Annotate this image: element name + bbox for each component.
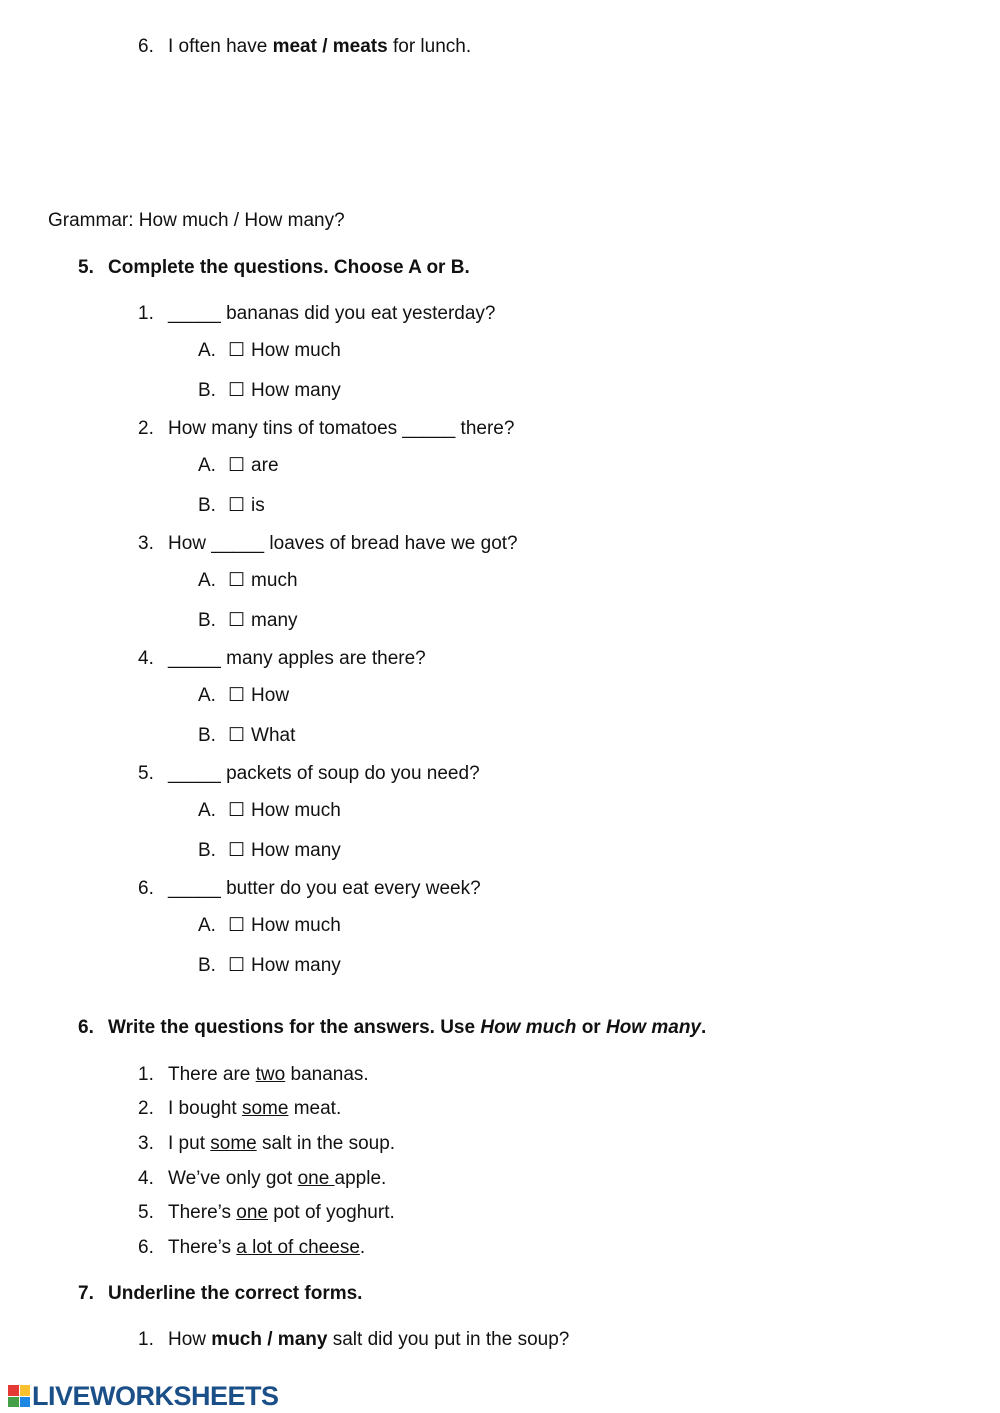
option-text: How much bbox=[251, 340, 341, 361]
checkbox-icon[interactable]: ☐ bbox=[228, 570, 246, 591]
logo-text: LIVEWORKSHEETS bbox=[32, 1381, 279, 1411]
ex6-number: 6. bbox=[78, 1017, 94, 1038]
option-text: How many bbox=[251, 955, 341, 976]
ex5-question-number: 2. bbox=[138, 418, 154, 439]
ex6-item-pre: There’s bbox=[168, 1202, 237, 1223]
ex6-title-post: . bbox=[701, 1017, 707, 1038]
ex7-item-post: salt did you put in the soup? bbox=[327, 1329, 570, 1350]
ex5-option[interactable] bbox=[198, 725, 295, 747]
checkbox-icon[interactable]: ☐ bbox=[228, 610, 246, 631]
logo-blocks-icon bbox=[8, 1385, 30, 1407]
prev-item-number: 6. bbox=[138, 36, 154, 57]
option-text: is bbox=[251, 495, 265, 516]
ex6-item-number: 4. bbox=[138, 1168, 154, 1189]
liveworksheets-logo bbox=[8, 1381, 279, 1411]
option-text: How many bbox=[251, 840, 341, 861]
checkbox-icon[interactable]: ☐ bbox=[228, 725, 246, 746]
ex6-item-underlined: two bbox=[255, 1064, 286, 1085]
ex7-number: 7. bbox=[78, 1283, 94, 1304]
ex7-title: Underline the correct forms. bbox=[108, 1283, 363, 1304]
checkbox-icon[interactable]: ☐ bbox=[228, 495, 246, 516]
option-text: How much bbox=[251, 915, 341, 936]
option-letter: A. bbox=[198, 685, 216, 706]
ex6-item-post: bananas. bbox=[285, 1064, 369, 1085]
option-letter: A. bbox=[198, 455, 216, 476]
ex6-item-text bbox=[168, 1168, 386, 1190]
ex6-title bbox=[108, 1017, 706, 1039]
ex5-option[interactable] bbox=[198, 840, 341, 862]
ex6-item-post: . bbox=[359, 1237, 366, 1258]
ex5-option[interactable] bbox=[198, 380, 341, 402]
option-letter: B. bbox=[198, 725, 216, 746]
ex6-title-how-many: How many bbox=[605, 1017, 702, 1038]
ex5-title: Complete the questions. Choose A or B. bbox=[108, 257, 470, 278]
ex5-question-text: How _____ loaves of bread have we got? bbox=[168, 533, 518, 554]
ex7-item-pre: How bbox=[168, 1329, 212, 1350]
ex6-item-underlined: some bbox=[241, 1098, 289, 1119]
prev-item-text bbox=[168, 36, 471, 58]
ex7-item-text bbox=[168, 1329, 569, 1351]
ex6-item-underlined: a lot of cheese bbox=[236, 1237, 360, 1258]
checkbox-icon[interactable]: ☐ bbox=[228, 955, 246, 976]
option-letter: B. bbox=[198, 840, 216, 861]
ex6-item-underlined: some bbox=[210, 1133, 257, 1154]
ex6-item-number: 1. bbox=[138, 1064, 154, 1085]
ex5-option[interactable] bbox=[198, 495, 265, 517]
checkbox-icon[interactable]: ☐ bbox=[228, 455, 246, 476]
ex5-number: 5. bbox=[78, 257, 94, 278]
ex5-question-number: 5. bbox=[138, 763, 154, 784]
ex5-question-number: 4. bbox=[138, 648, 154, 669]
ex6-item-text bbox=[168, 1133, 395, 1155]
prev-item-choice[interactable]: meat / meats bbox=[272, 36, 388, 57]
ex5-question-number: 1. bbox=[138, 303, 154, 324]
option-text: How much bbox=[251, 800, 341, 821]
prev-item-pre: I often have bbox=[168, 36, 273, 57]
prev-item-post: for lunch. bbox=[387, 36, 472, 57]
ex5-question-text: _____ bananas did you eat yesterday? bbox=[168, 303, 496, 324]
option-text: much bbox=[251, 570, 298, 591]
checkbox-icon[interactable]: ☐ bbox=[228, 685, 246, 706]
ex5-option[interactable] bbox=[198, 915, 341, 937]
ex6-item-text bbox=[168, 1098, 341, 1120]
option-letter: A. bbox=[198, 340, 216, 361]
ex6-item-pre: There’s bbox=[168, 1237, 237, 1258]
ex6-title-how-much: How much bbox=[480, 1017, 577, 1038]
ex6-item-number: 6. bbox=[138, 1237, 154, 1258]
ex5-option[interactable] bbox=[198, 340, 341, 362]
option-text: How many bbox=[251, 380, 341, 401]
ex6-item-pre: I put bbox=[168, 1133, 211, 1154]
ex5-option[interactable] bbox=[198, 685, 289, 707]
ex6-item-underlined: one bbox=[236, 1202, 268, 1223]
ex6-item-text bbox=[168, 1202, 395, 1224]
ex6-title-pre: Write the questions for the answers. Use bbox=[108, 1017, 481, 1038]
checkbox-icon[interactable]: ☐ bbox=[228, 800, 246, 821]
ex7-item-number: 1. bbox=[138, 1329, 154, 1350]
ex5-option[interactable] bbox=[198, 955, 341, 977]
ex6-item-text bbox=[168, 1064, 369, 1086]
option-letter: A. bbox=[198, 800, 216, 821]
section-heading: Grammar: How much / How many? bbox=[48, 210, 345, 231]
ex5-question-text: How many tins of tomatoes _____ there? bbox=[168, 418, 515, 439]
ex6-item-post: apple. bbox=[334, 1168, 387, 1189]
option-text: What bbox=[251, 725, 296, 746]
option-text: are bbox=[251, 455, 279, 476]
ex6-item-pre: We’ve only got bbox=[168, 1168, 298, 1189]
ex7-item-choice[interactable]: much / many bbox=[211, 1329, 328, 1350]
ex5-question-text: _____ many apples are there? bbox=[168, 648, 426, 669]
option-letter: B. bbox=[198, 380, 216, 401]
option-text: How bbox=[251, 685, 290, 706]
checkbox-icon[interactable]: ☐ bbox=[228, 340, 246, 361]
ex6-item-number: 2. bbox=[138, 1098, 154, 1119]
ex6-item-post: meat. bbox=[288, 1098, 342, 1119]
ex5-option[interactable] bbox=[198, 610, 298, 632]
option-letter: A. bbox=[198, 915, 216, 936]
ex6-item-text bbox=[168, 1237, 365, 1259]
checkbox-icon[interactable]: ☐ bbox=[228, 915, 246, 936]
ex5-question-number: 3. bbox=[138, 533, 154, 554]
checkbox-icon[interactable]: ☐ bbox=[228, 840, 246, 861]
ex6-item-post: pot of yoghurt. bbox=[268, 1202, 395, 1223]
ex6-title-mid: or bbox=[576, 1017, 606, 1038]
option-letter: B. bbox=[198, 955, 216, 976]
ex6-item-post: salt in the soup. bbox=[256, 1133, 396, 1154]
ex5-option[interactable] bbox=[198, 800, 341, 822]
ex6-item-pre: There are bbox=[168, 1064, 256, 1085]
ex5-question-text: _____ packets of soup do you need? bbox=[168, 763, 480, 784]
ex6-item-number: 3. bbox=[138, 1133, 154, 1154]
ex5-option[interactable] bbox=[198, 455, 279, 477]
ex5-question-number: 6. bbox=[138, 878, 154, 899]
option-text: many bbox=[251, 610, 298, 631]
option-letter: B. bbox=[198, 495, 216, 516]
ex6-item-underlined: one bbox=[297, 1168, 335, 1189]
ex5-option[interactable] bbox=[198, 570, 298, 592]
ex6-item-number: 5. bbox=[138, 1202, 154, 1223]
checkbox-icon[interactable]: ☐ bbox=[228, 380, 246, 401]
ex6-item-pre: I bought bbox=[168, 1098, 242, 1119]
ex5-question-text: _____ butter do you eat every week? bbox=[168, 878, 481, 899]
option-letter: A. bbox=[198, 570, 216, 591]
option-letter: B. bbox=[198, 610, 216, 631]
